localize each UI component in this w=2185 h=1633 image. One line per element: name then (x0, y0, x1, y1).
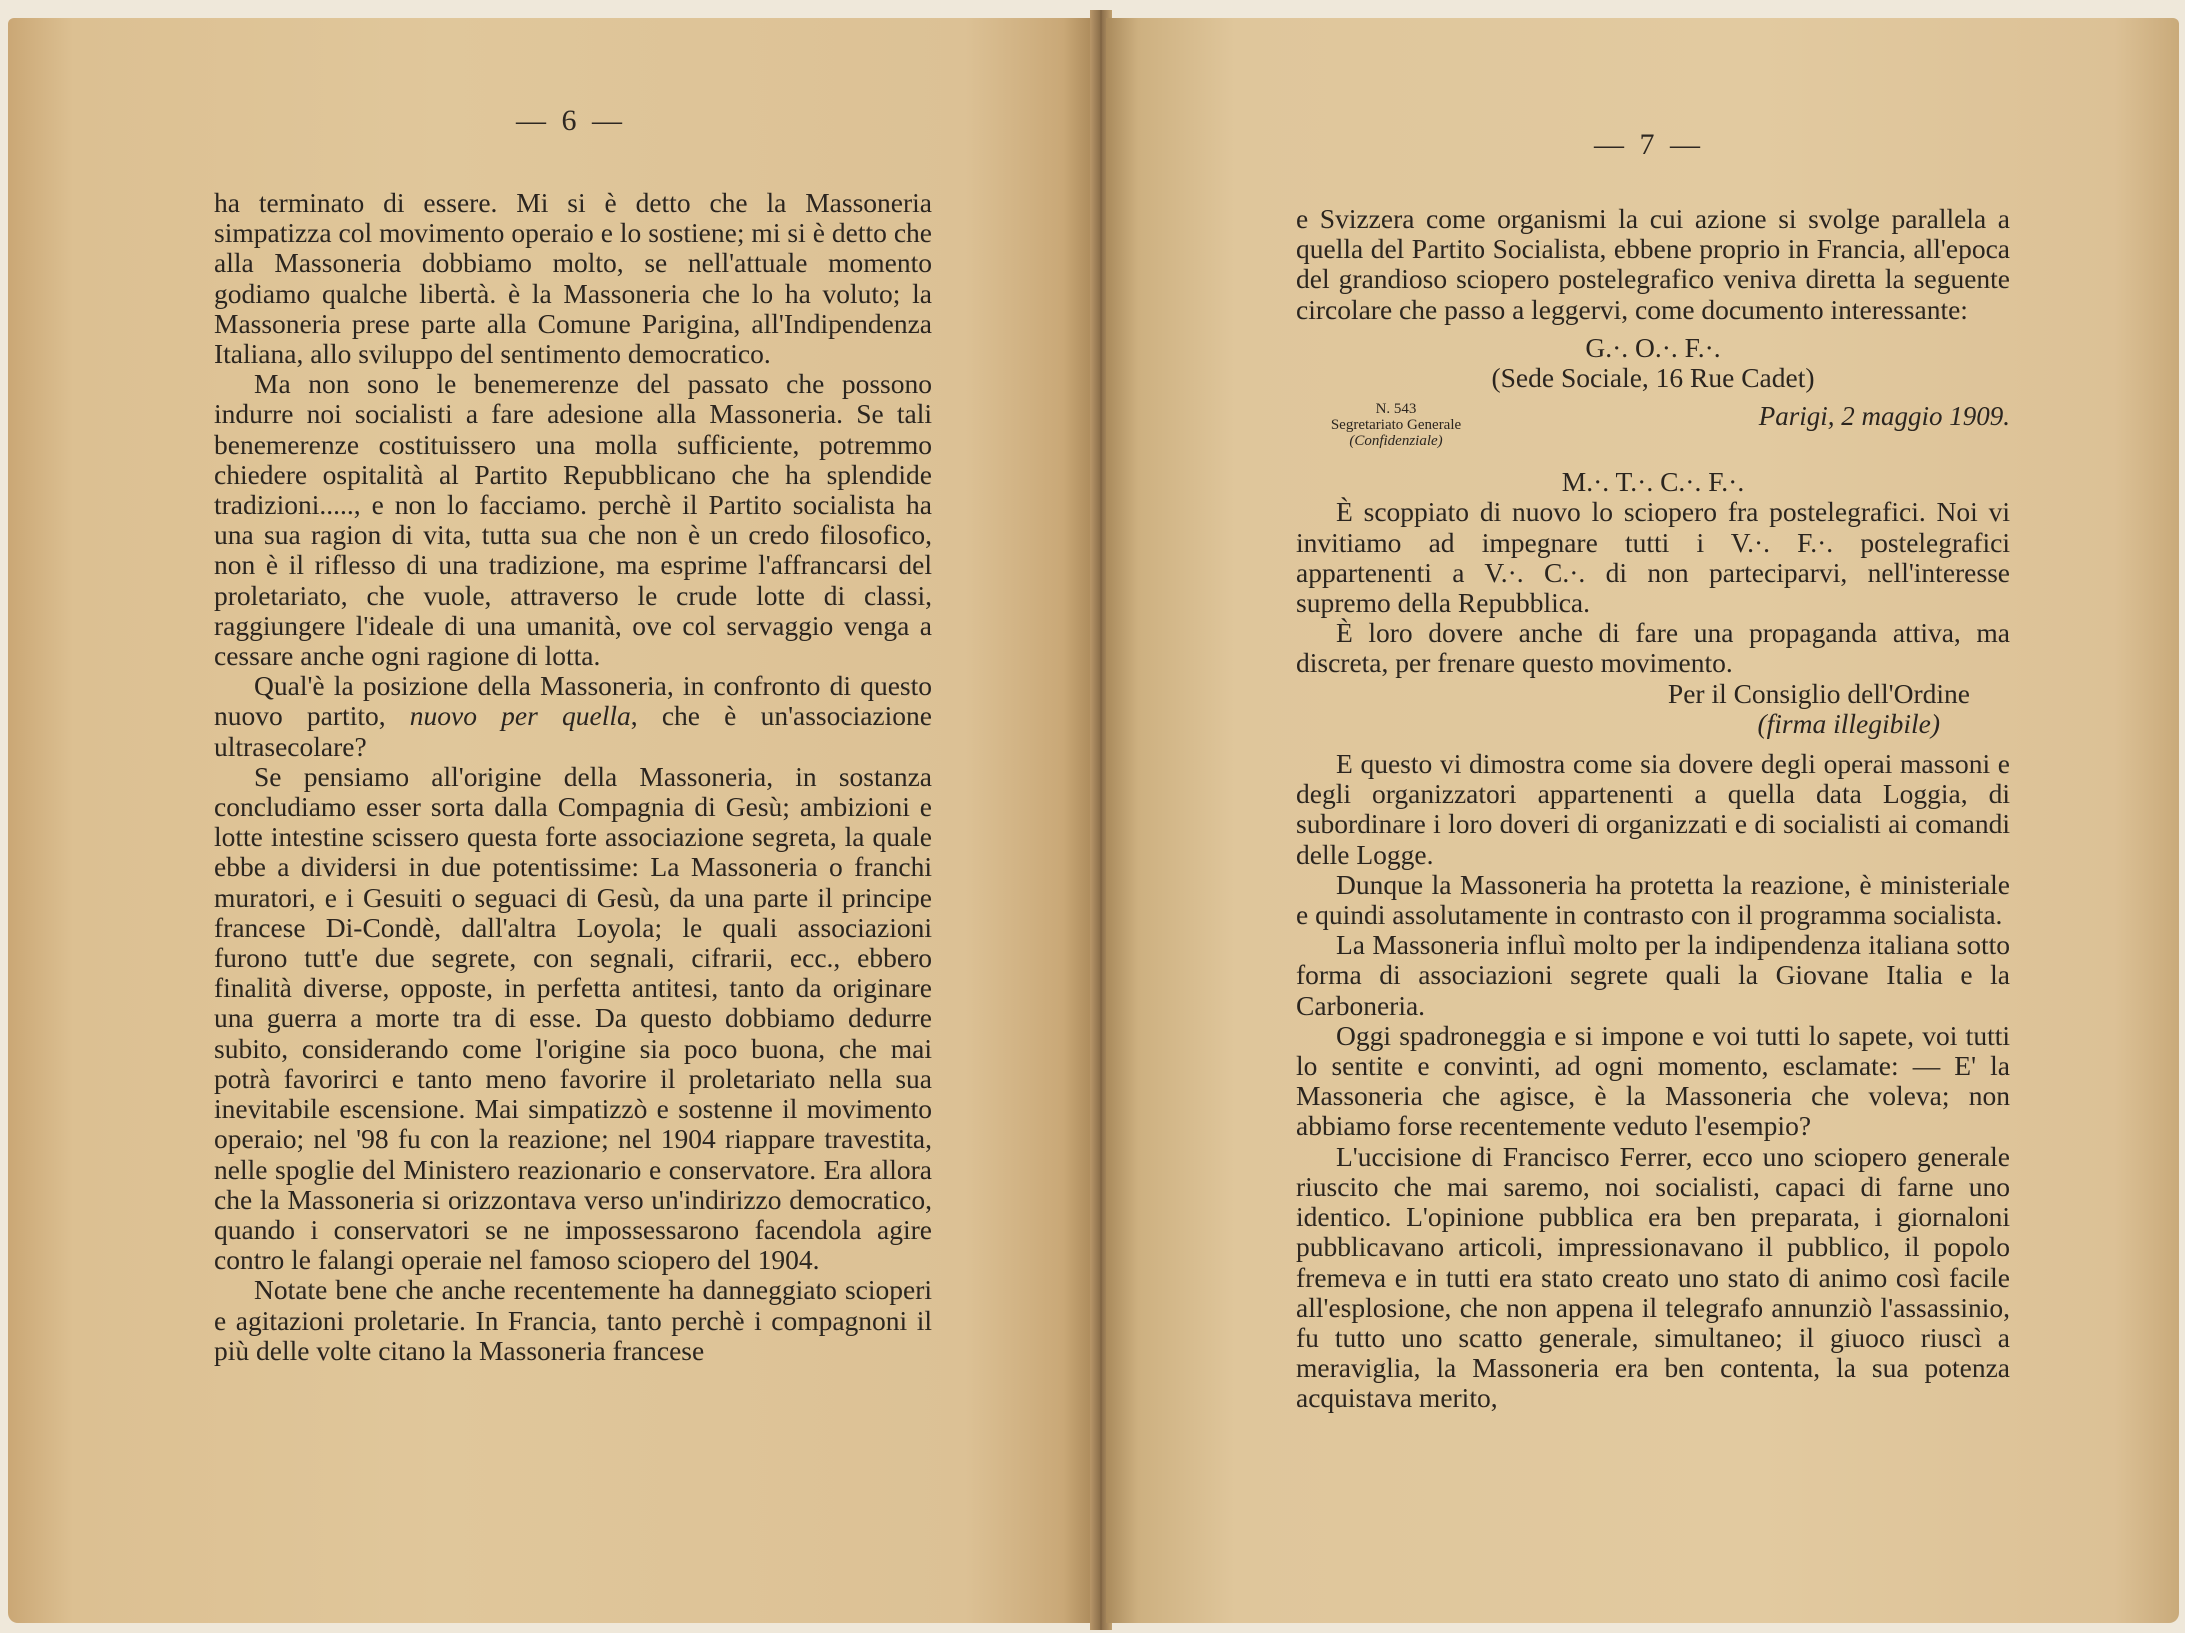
salutation: M.·. T.·. C.·. F.·. (1561, 466, 1745, 498)
signature: (firma illegibile) (1757, 707, 1940, 739)
paragraph: e Svizzera come organismi la cui azione si svolge parallela a quella del Partito Socialista, ebbene proprio in Francia, all'epoca del grandioso sciopero postelegrafico veniva diretta la seguente circolare che passo a leggervi, come documento interessante: (1296, 203, 2010, 325)
left-page-text (214, 188, 932, 1366)
paragraph (214, 671, 932, 762)
paragraph: Dunque la Massoneria ha protetta la reazione, è ministeriale e quindi assolutamente in contrasto con il programma socialista. (1296, 868, 2010, 931)
paragraph-text: , che è un'associazione ultrasecolare? (214, 700, 932, 762)
letter-paragraph: È scoppiato di nuovo lo sciopero fra postelegrafici. Noi vi invitiamo ad impegnare tutti i V.·. F.·. postelegrafici appartenenti a V.·. C.·. di non parteciparvi, nell'interesse supremo della Repubblica. (1296, 496, 2010, 619)
paragraph-text: Qual'è la posizione della Massoneria, in confronto di questo nuovo partito, (214, 670, 932, 732)
italic-phrase: nuovo per quella (409, 700, 631, 732)
letter-paragraph: È loro dovere anche di fare una propaganda attiva, ma discreta, per frenare questo movimento. (1296, 617, 2010, 679)
paragraph: ha terminato di essere. Mi si è detto che la Massoneria simpatizza col movimento operaio e lo sostiene; mi si è detto che alla Massoneria dobbiamo molto, se nell'attuale momento godiamo qualche libertà. è la Massoneria che lo ha voluto; la Massoneria prese parte alla Comune Parigina, all'Indipendenza Italiana, allo sviluppo del sentimento democratico. (214, 187, 932, 370)
left-page (8, 18, 1096, 1623)
paragraph: Oggi spadroneggia e si impone e voi tutti lo sapete, voi tutti lo sentite e convinti, ad ogni momento, esclamate: — E' la Massoneria che agisce, è la Massoneria che voleva; non abbiamo forse recentemente veduto l'esempio? (1296, 1019, 2010, 1142)
paragraph: Ma non sono le benemerenze del passato che possono indurre noi socialisti a fare adesione alla Massoneria. Se tali benemerenze costituissero una molla sufficiente, potremmo chiedere ospitalità al Partito Repubblicano che ha splendide tradizioni....., e non lo facciamo. perchè il Partito socialista ha una sua ragion di vita, tutta sua che non è un credo filosofico, non è il riflesso di una tradizione, ma esprime l'affrancarsi del proletariato, che vuole, attraverso le crude lotte di classi, raggiungere l'ideale di una umanità, ove col servaggio venga a cessare anche ogni ragione di lotta. (214, 368, 932, 672)
reference-block (1296, 401, 1496, 449)
place-date: Parigi, 2 maggio 1909. (1758, 401, 2010, 432)
paragraph: E questo vi dimostra come sia dovere degli operai massoni e degli organizzatori appartenenti a quella data Loggia, di subordinare i loro doveri di organizzati e di socialisti ai comandi delle Logge. (1296, 748, 2010, 870)
paragraph: La Massoneria influì molto per la indipendenza italiana sotto forma di associazioni segrete quali la Giovane Italia e la Carboneria. (1296, 929, 2010, 1021)
circular-heading: G.·. O.·. F.·. (1585, 331, 1721, 363)
page-number-right: — 7 — (1594, 128, 1704, 161)
signoff: Per il Consiglio dell'Ordine (1667, 677, 1970, 709)
circular-address: (Sede Sociale, 16 Rue Cadet) (1491, 362, 1815, 394)
page-number-left: — 6 — (516, 104, 626, 137)
circular-header-block (1296, 393, 2010, 467)
paragraph: Se pensiamo all'origine della Massoneria, in sostanza concludiamo esser sorta dalla Compagnia di Gesù; ambizioni e lotte intestine scissero questa forte associazione segreta, la quale ebbe a dividersi in due potentissime: La Massoneria o franchi muratori, e i Gesuiti o seguaci di Gesù, da una parte il principe francese Di-Condè, dall'altra Loyola; le quali associazioni furono tutt'e due segrete, con segnali, cifrarii, ecc., ebbero finalità diverse, opposte, in perfetta antitesi, tanto da originare una guerra a morte tra di esse. Da questo dobbiamo dedurre subito, considerando come l'origine sia poco buona, che mai potrà favorirci e tanto meno favorire il proletariato nella sua inevitabile escensione. Mai simpatizzò e sostenne il movimento operaio; nel '98 fu con la reazione; nel 1904 riappare travestita, nelle spoglie del Ministero reazionario e conservatore. Era allora che la Massoneria si orizzontava verso un'indirizzo democratico, quando i conservatori se ne impossessarono facendola agire contro le falangi operaie nel famoso sciopero del 1904. (214, 760, 932, 1276)
paragraph: L'uccisione di Francisco Ferrer, ecco uno sciopero generale riuscito che mai saremo, noi socialisti, capaci di farne uno identico. L'opinione pubblica era ben preparata, i giornaloni pubblicavano articoli, impressionavano il pubblico, il popolo fremeva e in tutti era stato creato uno stato di animo così facile all'esplosione, che non appena il telegrafo annunziò l'assassinio, fu tutto uno scatto generale, simultaneo; il giuoco riuscì a meraviglia, la Massoneria era ben contenta, la sua potenza acquistava merito, (1296, 1140, 2010, 1414)
reference-office: Segretariato Generale (1330, 417, 1462, 434)
reference-number: N. 543 (1375, 401, 1417, 418)
right-page (1106, 18, 2179, 1623)
reference-note: (Confidenziale) (1349, 433, 1443, 450)
paragraph: Notate bene che anche recentemente ha danneggiato scioperi e agitazioni proletarie. In Francia, tanto perchè i compagnoni il più delle volte citano la Massoneria francese (214, 1274, 932, 1366)
right-page-text (1296, 204, 2010, 1414)
